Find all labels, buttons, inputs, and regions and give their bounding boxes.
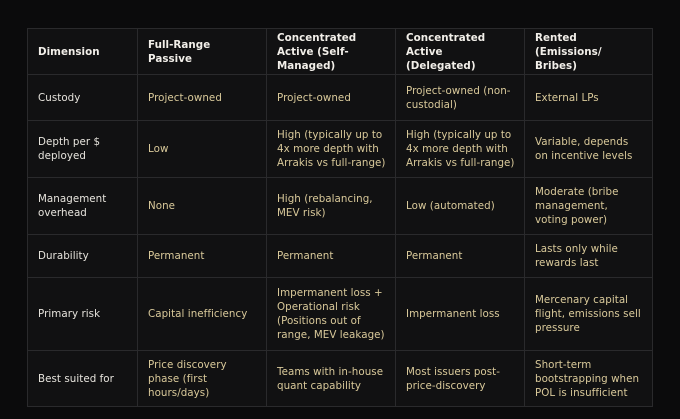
row-dimension-label: Primary risk [28,278,138,351]
table-cell: Teams with in-house quant capability [267,351,396,407]
table-cell: Low (automated) [396,178,525,235]
table-cell: Project-owned [267,75,396,121]
table-cell: Impermanent loss + Operational risk (Positions out of range, MEV leakage) [267,278,396,351]
table-row [28,178,653,235]
table-cell: Impermanent loss [396,278,525,351]
table-cell: Project-owned [138,75,267,121]
header-concentrated-self-managed: Concentrated Active (Self-Managed) [267,29,396,75]
header-rented: Rented (Emissions/ Bribes) [525,29,653,75]
table-row [28,121,653,178]
table-cell: High (typically up to 4x more depth with Arrakis vs full-range) [396,121,525,178]
table-header-row [28,29,653,75]
table-cell: Permanent [138,235,267,278]
table-cell: Permanent [396,235,525,278]
row-dimension-label: Durability [28,235,138,278]
table-cell: Project-owned (non-custodial) [396,75,525,121]
table-row [28,75,653,121]
table-cell: Low [138,121,267,178]
table-cell: None [138,178,267,235]
table-cell: Capital inefficiency [138,278,267,351]
table-row [28,278,653,351]
comparison-table [27,28,653,407]
row-dimension-label: Custody [28,75,138,121]
header-full-range-passive: Full-Range Passive [138,29,267,75]
row-dimension-label: Depth per $ deployed [28,121,138,178]
table-cell: External LPs [525,75,653,121]
table-cell: Variable, depends on incentive levels [525,121,653,178]
table-cell: Price discovery phase (first hours/days) [138,351,267,407]
table-cell: Mercenary capital flight, emissions sell pressure [525,278,653,351]
header-dimension: Dimension [28,29,138,75]
row-dimension-label: Best suited for [28,351,138,407]
table-row [28,235,653,278]
table-cell: High (rebalancing, MEV risk) [267,178,396,235]
table-cell: High (typically up to 4x more depth with Arrakis vs full-range) [267,121,396,178]
table-cell: Lasts only while rewards last [525,235,653,278]
table-cell: Short-term bootstrapping when POL is insufficient [525,351,653,407]
table-cell: Moderate (bribe management, voting power) [525,178,653,235]
table-row [28,351,653,407]
table-cell: Most issuers post-price-discovery [396,351,525,407]
table-cell: Permanent [267,235,396,278]
row-dimension-label: Management overhead [28,178,138,235]
header-concentrated-delegated: Concentrated Active (Delegated) [396,29,525,75]
